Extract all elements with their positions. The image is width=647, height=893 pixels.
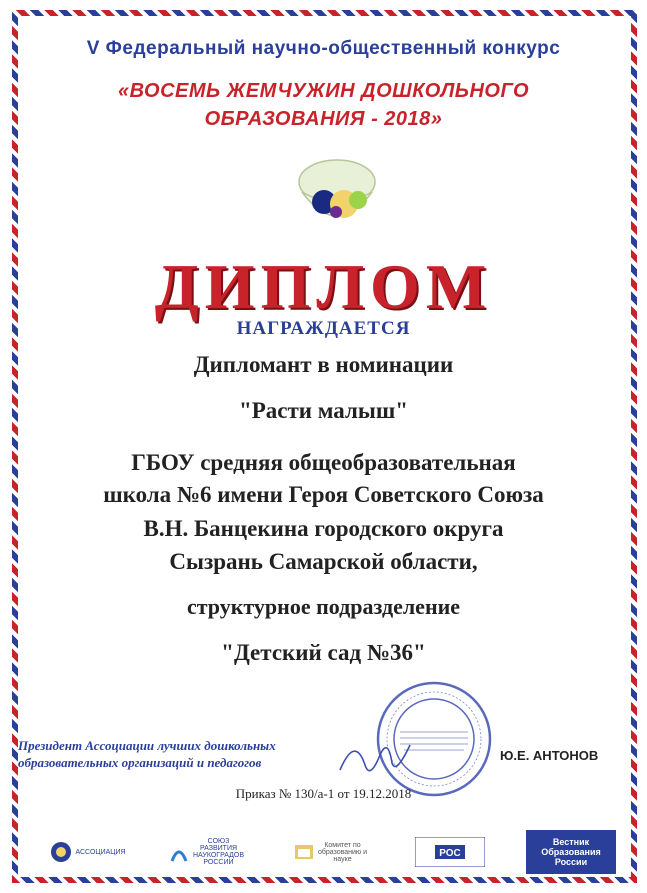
org-line-1: ГБОУ средняя общеобразовательная: [131, 450, 516, 475]
org-line-2: школа №6 имени Героя Советского Союза: [103, 482, 544, 507]
order-reference: Приказ № 130/а-1 от 19.12.2018: [235, 786, 412, 801]
nomination-text: Дипломант в номинации: [193, 352, 454, 377]
vestnik-logo-icon: Вестник Образования России: [541, 837, 601, 867]
diploma-title: ДИПЛОМ: [154, 251, 493, 322]
contest-header: V Федеральный научно-общественный конкурс: [86, 38, 561, 59]
org-line-3: В.Н. Банцекина городского округа: [143, 516, 504, 541]
contest-name-line1: «ВОСЕМЬ ЖЕМЧУЖИН ДОШКОЛЬНОГО: [117, 80, 530, 102]
signatory-position: [18, 737, 276, 771]
association-logo-icon: [50, 841, 72, 863]
contest-name-line2: ОБРАЗОВАНИЯ - 2018»: [204, 108, 443, 130]
naukograd-logo-icon: [170, 841, 188, 863]
pearl-shell-logo: [292, 152, 382, 240]
naukograd-logo: СОЮЗ РАЗВИТИЯ НАУКОГРАДОВ РОССИИ: [168, 830, 248, 874]
committee-logo: Комитет по образованию и науке: [290, 830, 370, 874]
ros-logo: [410, 830, 490, 874]
handwritten-signature: [330, 725, 430, 785]
signatory-position-line2: образовательных организаций и педагогов: [18, 755, 262, 770]
vestnik-logo: [526, 830, 616, 874]
signatory-position-line1: Президент Ассоциации лучших дошкольных: [18, 738, 276, 753]
division-text: структурное подразделение: [186, 594, 461, 619]
ros-logo-icon: [415, 837, 485, 867]
kindergarten-name: "Детский сад №36": [221, 640, 426, 665]
committee-logo-icon: [293, 841, 315, 863]
ros-logo-label: РОС: [439, 848, 461, 859]
nomination-name: "Расти малыш": [238, 398, 409, 423]
awarded-label: НАГРАЖДАЕТСЯ: [236, 318, 411, 339]
signatory-name: Ю.Е. АНТОНОВ: [500, 748, 599, 763]
association-logo: АССОЦИАЦИЯ: [48, 830, 128, 874]
org-line-4: Сызрань Самарской области,: [169, 549, 478, 574]
